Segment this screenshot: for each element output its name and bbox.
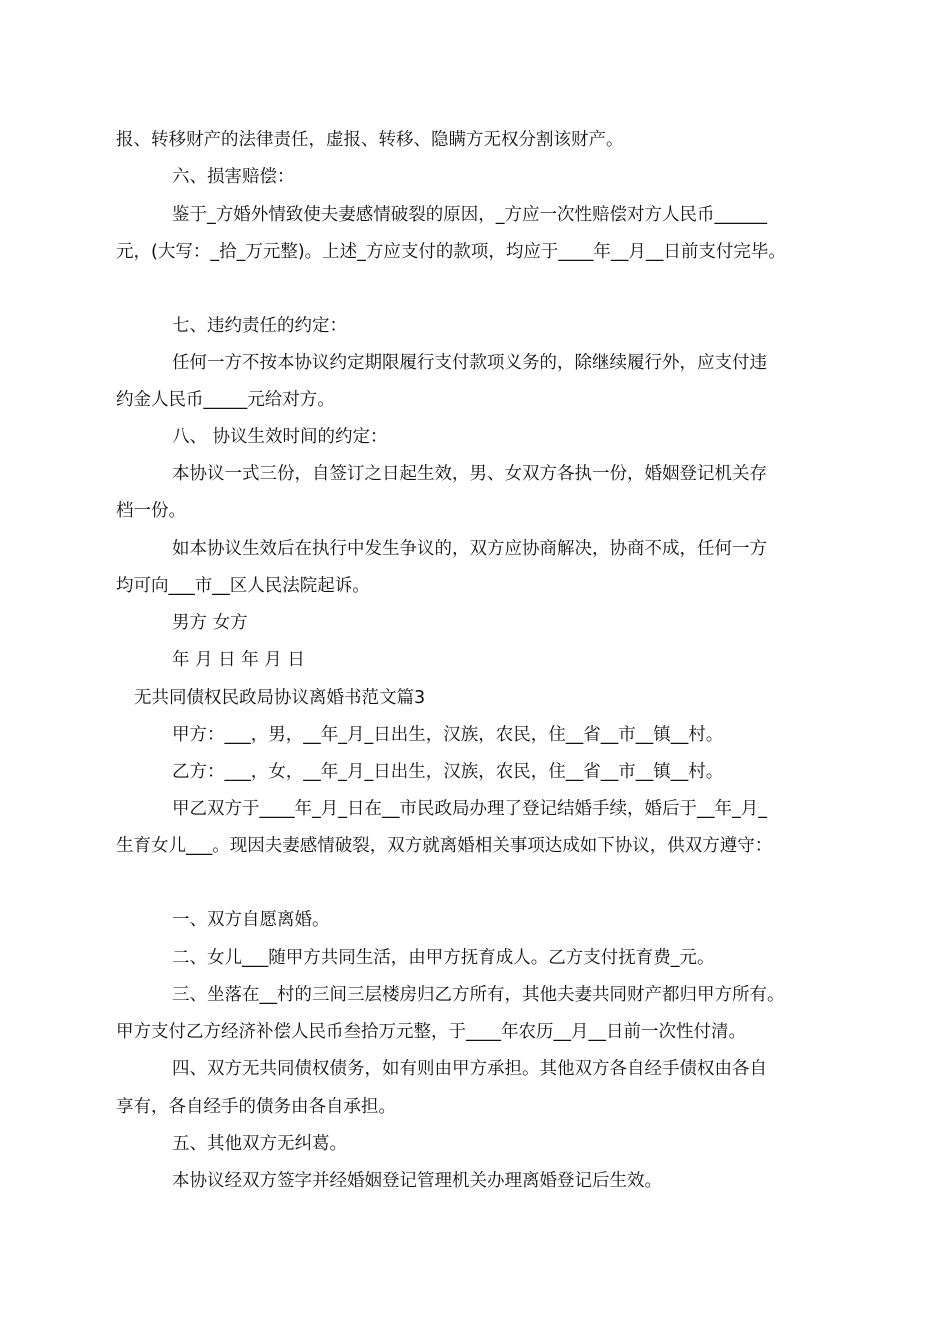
clause-line: 三、坐落在__村的三间三层楼房归乙方所有，其他夫妻共同财产都归甲方所有。 xyxy=(172,985,785,1005)
clause-line: 二、女儿___随甲方共同生活，由甲方抚育成人。乙方支付抚育费_元。 xyxy=(172,948,715,968)
text-line: 如本协议生效后在执行中发生争议的，双方应协商解决，协商不成，任何一方 xyxy=(172,539,767,559)
clause-line: 一、双方自愿离婚。 xyxy=(172,910,330,930)
clause-line: 四、双方无共同债权债务，如有则由甲方承担。其他双方各自经手债权由各自 xyxy=(172,1059,767,1079)
text-line: 均可向___市__区人民法院起诉。 xyxy=(116,576,370,596)
text-line: 报、转移财产的法律责任，虚报、转移、隐瞒方无权分割该财产。 xyxy=(116,130,624,150)
text-line: 本协议一式三份，自签订之日起生效，男、女双方各执一份，婚姻登记机关存 xyxy=(172,464,767,484)
text-line: 元，(大写：_拾_万元整)。上述_方应支付的款项，均应于____年__月__日前支付完毕。 xyxy=(116,242,786,262)
text-line: 甲乙双方于____年_月_日在__市民政局办理了登记结婚手续，婚后于__年_月_ xyxy=(172,799,767,819)
clause-line: 五、其他双方无纠葛。 xyxy=(172,1134,347,1154)
date-line: 年 月 日 年 月 日 xyxy=(172,650,305,670)
text-line: 档一份。 xyxy=(116,501,186,521)
text-line: 任何一方不按本协议约定期限履行支付款项义务的，除继续履行外，应支付违 xyxy=(172,353,767,373)
text-line: 约金人民币_____元给对方。 xyxy=(116,390,335,410)
section-heading: 六、损害赔偿： xyxy=(172,167,295,187)
party-a-line: 甲方：___，男，__年_月_日出生，汉族，农民，住__省__市__镇__村。 xyxy=(172,725,724,745)
party-b-line: 乙方：___，女，__年_月_日出生，汉族，农民，住__省__市__镇__村。 xyxy=(172,762,724,782)
closing-line: 本协议经双方签字并经婚姻登记管理机关办理离婚登记后生效。 xyxy=(172,1171,662,1191)
document-title: 无共同债权民政局协议离婚书范文篇3 xyxy=(134,688,426,708)
text-line: 享有，各自经手的债务由各自承担。 xyxy=(116,1097,396,1117)
text-line: 生育女儿___。现因夫妻感情破裂，双方就离婚相关事项达成如下协议，供双方遵守： xyxy=(116,836,773,856)
section-heading: 七、违约责任的约定： xyxy=(172,316,347,336)
text-line: 甲方支付乙方经济补偿人民币叁拾万元整，于____年农历__月__日前一次性付清。 xyxy=(116,1022,746,1042)
section-heading: 八、 协议生效时间的约定： xyxy=(172,427,388,447)
signature-line: 男方 女方 xyxy=(172,613,248,633)
text-line: 鉴于_方婚外情致使夫妻感情破裂的原因，_方应一次性赔偿对方人民币______ xyxy=(172,205,767,225)
